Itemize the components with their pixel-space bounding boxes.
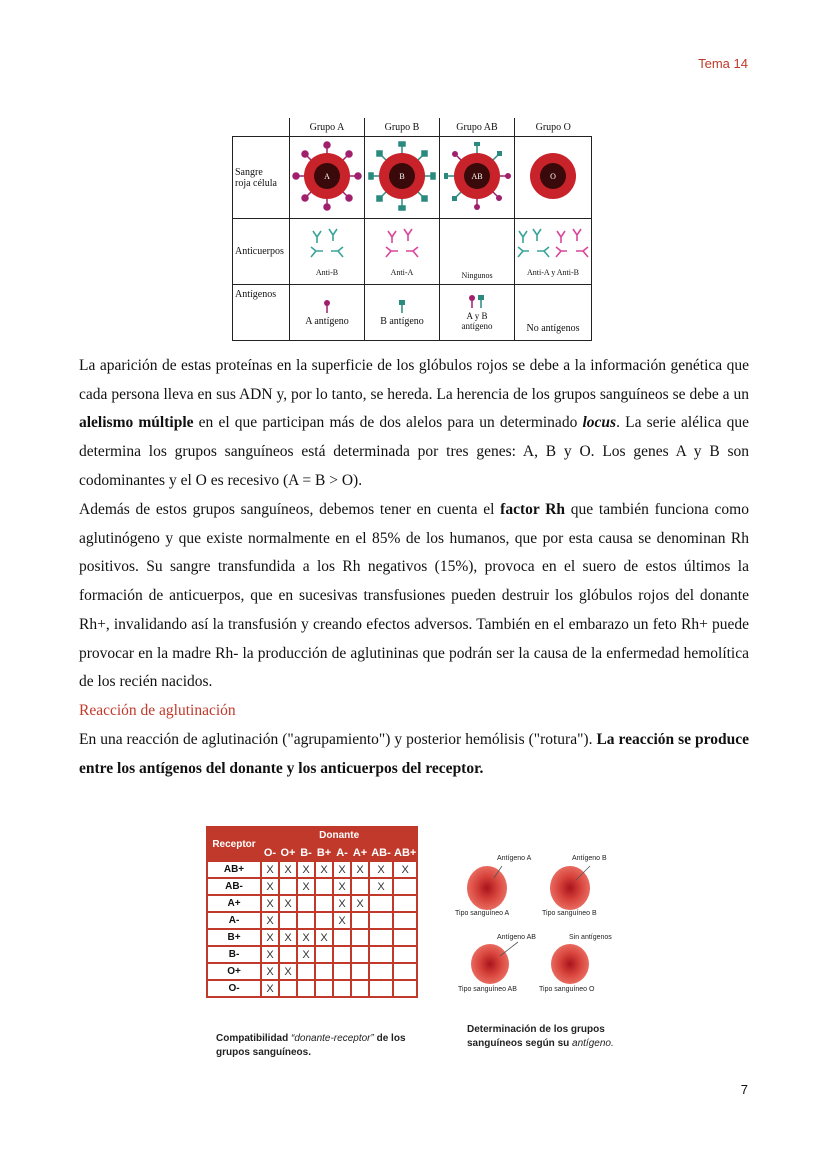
empty-cell xyxy=(393,912,417,929)
antigen-a-icon xyxy=(321,299,333,313)
compatible-mark: X xyxy=(261,980,279,997)
caption-text: Compatibilidad xyxy=(216,1033,291,1044)
compatibility-table xyxy=(206,826,418,998)
compatible-mark: X xyxy=(315,929,333,946)
paragraph-agglutination xyxy=(79,726,749,783)
antibodies-ab xyxy=(440,219,515,285)
empty-cell xyxy=(351,963,369,980)
empty-cell xyxy=(369,980,393,997)
empty-cell xyxy=(393,980,417,997)
empty-cell xyxy=(297,963,315,980)
antigen-caption: A y B antígeno xyxy=(461,311,493,331)
text-span: En una reacción de aglutinación ("agrupamiento") y posterior hemólisis ("rotura"). xyxy=(79,731,597,748)
svg-text:AB: AB xyxy=(471,172,483,181)
compatible-mark: X xyxy=(279,963,297,980)
receptor-type-label: B- xyxy=(207,946,261,963)
empty-cell xyxy=(369,895,393,912)
compatible-mark: X xyxy=(297,861,315,878)
antibody-caption: Ningunos xyxy=(461,271,493,280)
receptor-type-label: O- xyxy=(207,980,261,997)
donor-type-header: A- xyxy=(333,844,351,861)
compatible-mark: X xyxy=(393,861,417,878)
donor-type-header: AB- xyxy=(369,844,393,861)
label-type-b: Tipo sanguíneo B xyxy=(542,910,597,917)
red-cell-ab xyxy=(440,137,515,219)
anti-b-antibody-icon xyxy=(307,227,347,263)
label-type-ab: Tipo sanguíneo AB xyxy=(458,986,517,993)
red-cell-ab-icon xyxy=(442,137,512,215)
compatible-mark: X xyxy=(297,929,315,946)
red-cell-a xyxy=(290,137,365,219)
empty-cell xyxy=(315,946,333,963)
rbc-type-b xyxy=(550,866,590,910)
compatible-mark: X xyxy=(261,929,279,946)
rbc-type-ab xyxy=(471,944,509,984)
row-label-cell: Sangre roja célula xyxy=(233,137,290,219)
red-cell-o-icon xyxy=(518,137,588,215)
red-cell-b xyxy=(365,137,440,219)
empty-cell xyxy=(351,946,369,963)
label-antigen-ab: Antígeno AB xyxy=(497,934,536,941)
empty-cell xyxy=(333,929,351,946)
empty-cell xyxy=(333,980,351,997)
empty-cell xyxy=(315,980,333,997)
compatible-mark: X xyxy=(369,861,393,878)
antigen-ab-icon xyxy=(466,294,488,308)
receptor-type-label: AB- xyxy=(207,878,261,895)
row-label-antigens: Antígenos xyxy=(233,285,290,341)
antigen-caption: B antígeno xyxy=(380,315,424,327)
svg-text:O: O xyxy=(550,172,556,181)
label-antigen-a: Antígeno A xyxy=(497,855,532,862)
caption-italic: antígeno. xyxy=(572,1038,614,1049)
table-row xyxy=(207,980,417,997)
table-row xyxy=(207,946,417,963)
text-span: . La serie alélica que determina los grupos sanguíneos está determinada por tres genes: A, B y O. Los genes A y B son codominantes y el O es recesivo (A = B > O). xyxy=(79,414,749,489)
table-row xyxy=(207,895,417,912)
label-antigen-b: Antígeno B xyxy=(572,855,607,862)
antigen-caption xyxy=(467,1023,632,1051)
empty-cell xyxy=(393,946,417,963)
compatible-mark: X xyxy=(261,912,279,929)
receptor-type-label: B+ xyxy=(207,929,261,946)
bold-term-alelismo: alelismo múltiple xyxy=(79,414,194,432)
antibody-caption: Anti-B xyxy=(315,267,339,277)
red-cell-o xyxy=(515,137,592,219)
compatible-mark: X xyxy=(315,861,333,878)
empty-cell xyxy=(279,946,297,963)
text-span: que también funciona como aglutinógeno y que existe normalmente en el 85% de los humanos, que por esta causa se denominan Rh positivos. Su sangre transfundida a los Rh negativos (15%), provoca en el suero de estos últimos la formación de anticuerpos, que en sucesivas transfusiones pueden destruir los glóbulos rojos del donante Rh+, invalidando así la transfusión y creando efectos adversos. También en el embarazo un feto Rh+ puede provocar en la madre Rh- la producción de aglutininas que podrán ser la causa de la enfermedad hemolítica de los recién nacidos. xyxy=(79,501,749,691)
empty-cell xyxy=(297,895,315,912)
bold-term-factor-rh: factor Rh xyxy=(500,501,566,518)
compatible-mark: X xyxy=(297,878,315,895)
table-row xyxy=(207,963,417,980)
compatibility-caption xyxy=(216,1032,431,1060)
empty-cell xyxy=(279,980,297,997)
label-no-antigens: Sin antígenos xyxy=(569,934,612,941)
empty-cell xyxy=(333,946,351,963)
empty-cell xyxy=(393,895,417,912)
empty-cell xyxy=(351,878,369,895)
compatible-mark: X xyxy=(261,878,279,895)
compatible-mark: X xyxy=(261,963,279,980)
compatible-mark: X xyxy=(333,912,351,929)
antigen-figure xyxy=(450,846,620,1006)
donor-type-header: AB+ xyxy=(393,844,417,861)
empty-cell xyxy=(315,878,333,895)
caption-italic: “donante-receptor” xyxy=(291,1033,374,1044)
text-span: en el que participan más de dos alelos para un determinado xyxy=(193,414,583,432)
donor-type-header: O- xyxy=(261,844,279,861)
red-cell-a-icon xyxy=(292,137,362,215)
empty-cell xyxy=(315,912,333,929)
header-tema: Tema 14 xyxy=(698,56,748,71)
empty-cell xyxy=(369,946,393,963)
label-type-a: Tipo sanguíneo A xyxy=(455,910,510,917)
donor-type-header: O+ xyxy=(279,844,297,861)
blood-group-table xyxy=(232,118,592,341)
antigen-o xyxy=(515,285,592,341)
empty-cell xyxy=(393,963,417,980)
compatible-mark: X xyxy=(333,861,351,878)
donor-type-header: B+ xyxy=(315,844,333,861)
col-header: Grupo B xyxy=(365,118,440,137)
anti-a-antibody-icon xyxy=(382,227,422,263)
compatible-mark: X xyxy=(351,861,369,878)
empty-cell xyxy=(315,963,333,980)
receptor-type-label: AB+ xyxy=(207,861,261,878)
italic-term-locus: locus xyxy=(582,414,617,432)
donor-type-header: A+ xyxy=(351,844,369,861)
empty-cell xyxy=(351,912,369,929)
antigen-caption: No antígenos xyxy=(526,323,580,334)
paragraph-rh-factor xyxy=(79,496,749,697)
col-header: Grupo AB xyxy=(440,118,515,137)
empty-cell xyxy=(369,963,393,980)
antigen-a xyxy=(290,285,365,341)
text-span: Además de estos grupos sanguíneos, debemos tener en cuenta el xyxy=(79,501,501,518)
anti-a-and-anti-b-antibody-icon xyxy=(515,227,591,263)
row-label-antibodies: Anticuerpos xyxy=(233,219,290,285)
red-cell-b-icon xyxy=(367,137,437,215)
antibodies-a xyxy=(290,219,365,285)
compatible-mark: X xyxy=(351,895,369,912)
svg-text:B: B xyxy=(399,172,405,181)
donor-header: Donante xyxy=(261,827,417,844)
compatible-mark: X xyxy=(261,861,279,878)
svg-text:A: A xyxy=(324,172,330,181)
table-row xyxy=(207,878,417,895)
text-span: La aparición de estas proteínas en la superficie de los glóbulos rojos se debe a la información genética que cada persona lleva en sus ADN y, por lo tanto, se hereda. La herencia de los grupos sanguíneos se debe a un xyxy=(79,357,749,403)
antibody-caption: Anti-A y Anti-B xyxy=(526,267,579,277)
antigen-b-icon xyxy=(396,299,408,313)
empty-cell xyxy=(351,980,369,997)
empty-cell xyxy=(393,929,417,946)
donor-type-header: B- xyxy=(297,844,315,861)
table-row xyxy=(207,912,417,929)
empty-cell xyxy=(297,980,315,997)
paragraph-inheritance xyxy=(79,352,749,496)
table-row xyxy=(207,929,417,946)
compatible-mark: X xyxy=(261,895,279,912)
bold-statement: La reacción se produce entre los antígenos del donante y los anticuerpos del receptor. xyxy=(79,731,750,777)
corner-cell xyxy=(233,118,290,137)
antigen-b xyxy=(365,285,440,341)
receptor-type-label: A+ xyxy=(207,895,261,912)
compatible-mark: X xyxy=(333,878,351,895)
empty-cell xyxy=(393,878,417,895)
empty-cell xyxy=(279,912,297,929)
compatible-mark: X xyxy=(333,895,351,912)
antibodies-o xyxy=(515,219,592,285)
empty-cell xyxy=(297,912,315,929)
page-number: 7 xyxy=(740,1082,748,1097)
label-type-o: Tipo sanguíneo O xyxy=(539,986,595,993)
caption-text: de los grupos sanguíneos. xyxy=(216,1033,406,1058)
compatible-mark: X xyxy=(369,878,393,895)
antigen-ab xyxy=(440,285,515,341)
empty-cell xyxy=(369,929,393,946)
receptor-type-label: O+ xyxy=(207,963,261,980)
receptor-header: Receptor xyxy=(207,827,261,861)
compatible-mark: X xyxy=(297,946,315,963)
receptor-type-label: A- xyxy=(207,912,261,929)
table-row xyxy=(207,861,417,878)
empty-cell xyxy=(369,912,393,929)
empty-cell xyxy=(333,963,351,980)
compatible-mark: X xyxy=(279,929,297,946)
antigen-caption: A antígeno xyxy=(305,315,349,327)
caption-text: Determinación de los grupos sanguíneos según su xyxy=(467,1024,605,1049)
rbc-type-o xyxy=(551,944,589,984)
col-header: Grupo O xyxy=(515,118,592,137)
empty-cell xyxy=(351,929,369,946)
compatible-mark: X xyxy=(261,946,279,963)
empty-cell xyxy=(315,895,333,912)
section-heading: Reacción de aglutinación xyxy=(79,702,236,719)
compatible-mark: X xyxy=(279,895,297,912)
col-header: Grupo A xyxy=(290,118,365,137)
antibodies-b xyxy=(365,219,440,285)
antibody-caption: Anti-A xyxy=(390,267,414,277)
empty-cell xyxy=(279,878,297,895)
compatible-mark: X xyxy=(279,861,297,878)
rbc-type-a xyxy=(467,866,507,910)
